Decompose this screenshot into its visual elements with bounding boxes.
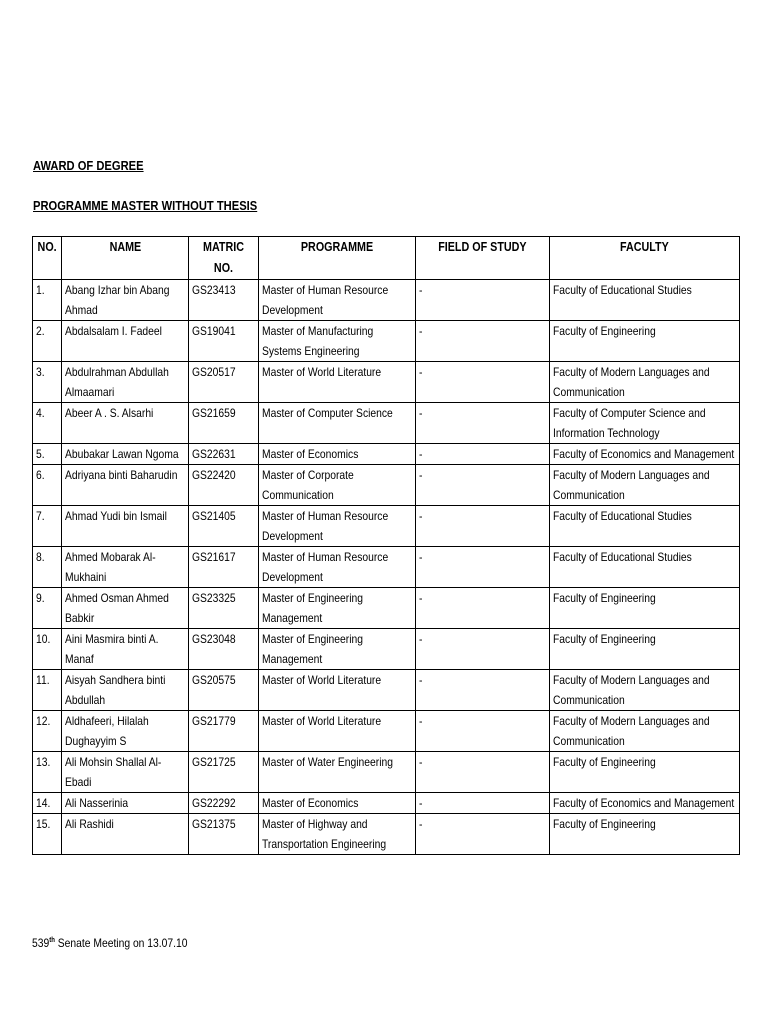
cell-faculty: Faculty of Engineering [550, 752, 740, 793]
cell-matric-no: GS20517 [189, 362, 259, 403]
table-header [33, 237, 740, 280]
section-heading: PROGRAMME MASTER WITHOUT THESIS [33, 198, 258, 213]
cell-programme: Master of Human Resource Development [259, 506, 416, 547]
cell-no: 3. [33, 362, 62, 403]
cell-faculty: Faculty of Engineering [550, 814, 740, 855]
cell-field-of-study: - [416, 547, 550, 588]
cell-name: Abdulrahman Abdullah Almaamari [62, 362, 189, 403]
cell-faculty: Faculty of Computer Science and Information Technology [550, 403, 740, 444]
cell-field-of-study: - [416, 752, 550, 793]
cell-name: Ali Rashidi [62, 814, 189, 855]
cell-no: 7. [33, 506, 62, 547]
cell-name: Aisyah Sandhera binti Abdullah [62, 670, 189, 711]
cell-faculty: Faculty of Engineering [550, 321, 740, 362]
page-heading: AWARD OF DEGREE [33, 158, 144, 173]
cell-matric-no: GS22292 [189, 793, 259, 814]
cell-faculty: Faculty of Engineering [550, 629, 740, 670]
cell-programme: Master of Economics [259, 444, 416, 465]
cell-faculty: Faculty of Economics and Management [550, 793, 740, 814]
cell-field-of-study: - [416, 670, 550, 711]
header-programme: PROGRAMME [259, 237, 416, 280]
table-row [33, 280, 740, 321]
cell-matric-no: GS20575 [189, 670, 259, 711]
cell-programme: Master of Water Engineering [259, 752, 416, 793]
cell-name: Aldhafeeri, Hilalah Dughayyim S [62, 711, 189, 752]
table-row [33, 321, 740, 362]
footer-suffix: th [49, 937, 55, 944]
cell-name: Ahmed Mobarak Al-Mukhaini [62, 547, 189, 588]
table-row [33, 465, 740, 506]
cell-field-of-study: - [416, 321, 550, 362]
table-row [33, 752, 740, 793]
cell-faculty: Faculty of Educational Studies [550, 280, 740, 321]
table-row [33, 362, 740, 403]
header-row [33, 237, 740, 280]
cell-programme: Master of Computer Science [259, 403, 416, 444]
table-row [33, 711, 740, 752]
cell-no: 8. [33, 547, 62, 588]
cell-matric-no: GS21779 [189, 711, 259, 752]
cell-matric-no: GS21405 [189, 506, 259, 547]
cell-field-of-study: - [416, 280, 550, 321]
cell-field-of-study: - [416, 793, 550, 814]
cell-field-of-study: - [416, 629, 550, 670]
cell-faculty: Faculty of Economics and Management [550, 444, 740, 465]
cell-field-of-study: - [416, 588, 550, 629]
cell-faculty: Faculty of Modern Languages and Communication [550, 465, 740, 506]
cell-name: Ahmed Osman Ahmed Babkir [62, 588, 189, 629]
cell-no: 5. [33, 444, 62, 465]
table-row [33, 403, 740, 444]
cell-name: Abeer A . S. Alsarhi [62, 403, 189, 444]
cell-field-of-study: - [416, 403, 550, 444]
cell-matric-no: GS21617 [189, 547, 259, 588]
header-faculty: FACULTY [550, 237, 740, 280]
footer-text: Senate Meeting on 13.07.10 [57, 936, 188, 950]
cell-field-of-study: - [416, 362, 550, 403]
cell-no: 15. [33, 814, 62, 855]
cell-matric-no: GS19041 [189, 321, 259, 362]
cell-programme: Master of Human Resource Development [259, 280, 416, 321]
cell-matric-no: GS22631 [189, 444, 259, 465]
cell-faculty: Faculty of Educational Studies [550, 547, 740, 588]
cell-no: 10. [33, 629, 62, 670]
cell-programme: Master of Engineering Management [259, 588, 416, 629]
cell-name: Ali Nasserinia [62, 793, 189, 814]
cell-faculty: Faculty of Modern Languages and Communication [550, 711, 740, 752]
cell-no: 12. [33, 711, 62, 752]
cell-matric-no: GS23413 [189, 280, 259, 321]
cell-field-of-study: - [416, 711, 550, 752]
cell-no: 6. [33, 465, 62, 506]
cell-field-of-study: - [416, 506, 550, 547]
cell-no: 4. [33, 403, 62, 444]
cell-programme: Master of World Literature [259, 711, 416, 752]
table-row [33, 444, 740, 465]
table-row [33, 506, 740, 547]
cell-matric-no: GS22420 [189, 465, 259, 506]
table-row [33, 588, 740, 629]
cell-matric-no: GS23048 [189, 629, 259, 670]
cell-no: 9. [33, 588, 62, 629]
cell-matric-no: GS21659 [189, 403, 259, 444]
header-name: NAME [62, 237, 189, 280]
cell-name: Ahmad Yudi bin Ismail [62, 506, 189, 547]
cell-programme: Master of Engineering Management [259, 629, 416, 670]
footer-number: 539 [32, 936, 50, 950]
cell-programme: Master of World Literature [259, 670, 416, 711]
header-field-of-study: FIELD OF STUDY [416, 237, 550, 280]
table-row [33, 629, 740, 670]
cell-no: 13. [33, 752, 62, 793]
cell-field-of-study: - [416, 814, 550, 855]
cell-programme: Master of Human Resource Development [259, 547, 416, 588]
cell-no: 1. [33, 280, 62, 321]
cell-name: Abdalsalam I. Fadeel [62, 321, 189, 362]
cell-field-of-study: - [416, 444, 550, 465]
cell-no: 11. [33, 670, 62, 711]
cell-matric-no: GS21375 [189, 814, 259, 855]
table-body [33, 280, 740, 855]
header-matric-no: MATRIC NO. [189, 237, 259, 280]
cell-field-of-study: - [416, 465, 550, 506]
cell-name: Aini Masmira binti A. Manaf [62, 629, 189, 670]
cell-no: 2. [33, 321, 62, 362]
cell-programme: Master of Economics [259, 793, 416, 814]
cell-matric-no: GS23325 [189, 588, 259, 629]
cell-programme: Master of World Literature [259, 362, 416, 403]
cell-faculty: Faculty of Educational Studies [550, 506, 740, 547]
cell-faculty: Faculty of Engineering [550, 588, 740, 629]
cell-programme: Master of Manufacturing Systems Engineering [259, 321, 416, 362]
table-row [33, 814, 740, 855]
cell-name: Adriyana binti Baharudin [62, 465, 189, 506]
table-row [33, 547, 740, 588]
cell-name: Ali Mohsin Shallal Al-Ebadi [62, 752, 189, 793]
cell-matric-no: GS21725 [189, 752, 259, 793]
cell-no: 14. [33, 793, 62, 814]
cell-faculty: Faculty of Modern Languages and Communication [550, 670, 740, 711]
cell-programme: Master of Corporate Communication [259, 465, 416, 506]
cell-name: Abubakar Lawan Ngoma [62, 444, 189, 465]
cell-programme: Master of Highway and Transportation Engineering [259, 814, 416, 855]
table-row [33, 793, 740, 814]
degree-award-table [32, 236, 740, 855]
footer-note [32, 936, 187, 950]
table-row [33, 670, 740, 711]
cell-name: Abang Izhar bin Abang Ahmad [62, 280, 189, 321]
cell-faculty: Faculty of Modern Languages and Communication [550, 362, 740, 403]
header-no: NO. [33, 237, 62, 280]
